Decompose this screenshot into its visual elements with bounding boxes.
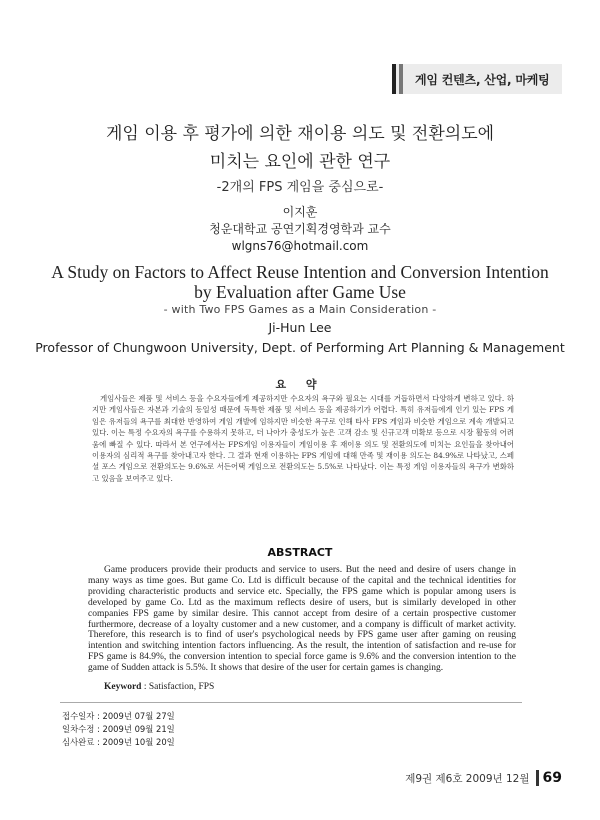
divider	[60, 702, 522, 703]
abstract-body: Game producers provide their products and service to users. But the need and desire of users change in many ways as time goes. But game Co. Ltd is difficult because of the capital and the technical identities for providing characteristic products and service etc. Specially, the FPS game which is popular among users is developed by game Co. Ltd as the maximum reflects desire of users, but is similarly developed in other companies FPS game by similar desire. This cannot accept from desire of a certain prospective customer furthermore, decrease of a loyalty customer and a new customer, and a company is difficult of market activity. Therefore, this research is to find of user's psychological needs by FPS game user after gaming on reusing intention and switching intention factors influencing. As the result, the intention of satisfaction and re-use for FPS game is 84.9%, the conversion intention to special force game is 9.6% and the conversion intention to the game of Sudden attack is 5.5%. It shows that desire of the user for certain games is changing.	[88, 565, 516, 674]
korean-subtitle: -2개의 FPS 게임을 중심으로-	[216, 180, 384, 195]
date-label: 심사완료 :	[62, 737, 103, 747]
korean-author-name: 이지훈	[282, 205, 318, 219]
page-footer	[405, 770, 562, 786]
korean-title	[0, 120, 600, 176]
journal-issue: 제9권 제6호 2009년 12월	[405, 772, 530, 785]
english-title	[0, 262, 600, 302]
english-author-name: Ji-Hun Lee	[268, 320, 332, 335]
date-row-revised	[62, 723, 175, 736]
english-title-line1: A Study on Factors to Affect Reuse Intention and Conversion Intention	[51, 262, 549, 282]
abstract-heading: ABSTRACT	[267, 546, 333, 559]
korean-summary-body: 게임사들은 제품 및 서비스 등을 수요자들에게 제공하지만 수요자의 욕구와 필요는 시대를 거듭하면서 다양하게 변하고 있다. 하지만 게임사들은 자본과 기술의 동일성 때문에 독특한 제품 및 서비스 등을 제공하기가 어렵다. 특히 유저들에게 인기 있는 FPS 게임은 유저들의 욕구를 최대한 반영하여 게임 개발에 임하지만 비슷한 욕구로 인해 타사 FPS 게임과 비슷한 게임으로 계속 개발되고 있다. 이는 특정 수요자의 욕구를 수용하지 못하고, 더 나아가 충성도가 높은 고객 감소 및 신규고객 미확보 등으로 시장 활동의 어려움에 빠질 수 있다. 따라서 본 연구에서는 FPS게임 이용자들이 게임이용 후 재이용 의도 및 전환의도에 미치는 요인들을 찾아내어 이용자의 심리적 욕구를 찾아내고자 한다. 그 결과 현재 이용하는 FPS 게임에 대해 만족 및 재이용 의도는 84.9%로 나타났고, 스페셜 포스 게임으로 전환의도는 9.6%로 서든어택 게임으로 전환의도는 5.5%로 나타났다. 이는 특정 게임 이용자들의 욕구가 변화하고 있음을 보여주고 있다.	[92, 394, 514, 483]
section-tag-bar-secondary	[399, 64, 403, 94]
date-value: 2009년 07월 27일	[102, 711, 175, 721]
korean-summary-heading: 요 약	[275, 378, 325, 391]
keyword-line	[104, 682, 214, 692]
english-title-line2: by Evaluation after Game Use	[194, 282, 406, 302]
korean-title-line2: 미치는 요인에 관한 연구	[209, 152, 391, 172]
author-email: wlgns76@hotmail.com	[231, 239, 369, 253]
date-row-accepted	[62, 736, 175, 749]
date-label: 일차수정 :	[62, 724, 103, 734]
footer-bar	[536, 770, 539, 786]
date-label: 접수일자 :	[62, 711, 103, 721]
date-value: 2009년 09월 21일	[102, 724, 175, 734]
korean-author-block	[0, 204, 600, 255]
keyword-label: Keyword	[104, 682, 142, 692]
section-tag-label: 게임 컨텐츠, 산업, 마케팅	[415, 72, 550, 87]
date-row-received	[62, 710, 175, 723]
page-number: 69	[542, 770, 562, 786]
english-author-affiliation: Professor of Chungwoon University, Dept. of Performing Art Planning & Management	[35, 340, 565, 355]
english-subtitle: - with Two FPS Games as a Main Consideration -	[163, 303, 437, 316]
keyword-value: Satisfaction, FPS	[148, 682, 215, 692]
korean-title-line1: 게임 이용 후 평가에 의한 재이용 의도 및 전환의도에	[105, 124, 495, 144]
submission-dates	[62, 710, 175, 749]
keyword-separator: :	[141, 682, 149, 692]
korean-author-affiliation: 청운대학교 공연기획경영학과 교수	[209, 222, 391, 236]
date-value: 2009년 10월 20일	[102, 737, 175, 747]
section-tag-bar	[392, 64, 396, 94]
section-tag	[392, 64, 562, 94]
